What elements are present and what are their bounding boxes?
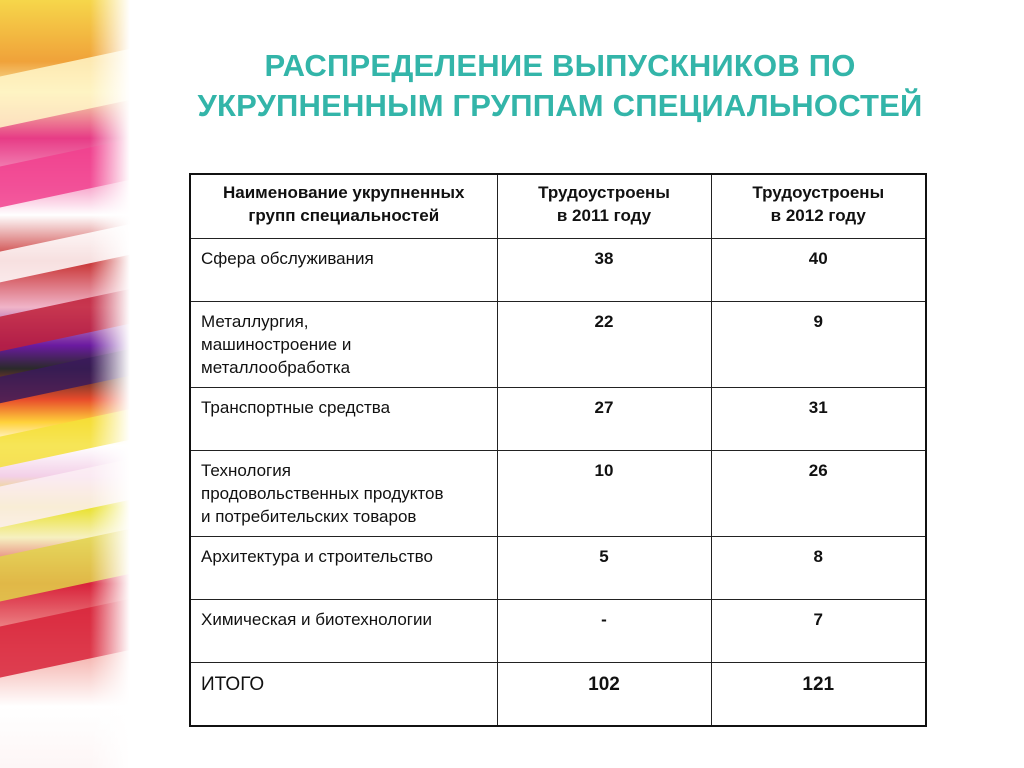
decorative-side-image (0, 0, 130, 768)
row-name: Сфера обслуживания (190, 238, 497, 301)
row-value-2011: 5 (497, 536, 711, 599)
title-line-1: РАСПРЕДЕЛЕНИЕ ВЫПУСКНИКОВ ПО (264, 48, 856, 83)
header-specialty-groups: Наименование укрупненных групп специальностей (190, 174, 497, 238)
row-value-2012: 26 (711, 450, 926, 536)
row-value-2011: - (497, 599, 711, 662)
title-line-2: УКРУПНЕННЫМ ГРУППАМ СПЕЦИАЛЬНОСТЕЙ (197, 88, 923, 123)
graduates-table (189, 173, 927, 727)
total-value-2012: 121 (711, 662, 926, 726)
table-row (190, 238, 926, 301)
table-row (190, 450, 926, 536)
row-value-2012: 31 (711, 387, 926, 450)
row-value-2012: 8 (711, 536, 926, 599)
row-name: Архитектура и строительство (190, 536, 497, 599)
row-value-2012: 40 (711, 238, 926, 301)
table-row (190, 599, 926, 662)
row-name: Металлургия, машиностроение и металлообработка (190, 301, 497, 387)
row-name: Технология продовольственных продуктов и потребительских товаров (190, 450, 497, 536)
slide-title (140, 46, 980, 126)
header-employed-2011: Трудоустроены в 2011 году (497, 174, 711, 238)
table-row (190, 301, 926, 387)
total-value-2011: 102 (497, 662, 711, 726)
table-total-row (190, 662, 926, 726)
table-header-row (190, 174, 926, 238)
table-row (190, 387, 926, 450)
row-value-2011: 27 (497, 387, 711, 450)
row-name: Химическая и биотехнологии (190, 599, 497, 662)
row-value-2011: 22 (497, 301, 711, 387)
row-value-2011: 38 (497, 238, 711, 301)
total-label: ИТОГО (190, 662, 497, 726)
row-value-2012: 9 (711, 301, 926, 387)
row-value-2011: 10 (497, 450, 711, 536)
row-name: Транспортные средства (190, 387, 497, 450)
row-value-2012: 7 (711, 599, 926, 662)
header-employed-2012: Трудоустроены в 2012 году (711, 174, 926, 238)
table-row (190, 536, 926, 599)
